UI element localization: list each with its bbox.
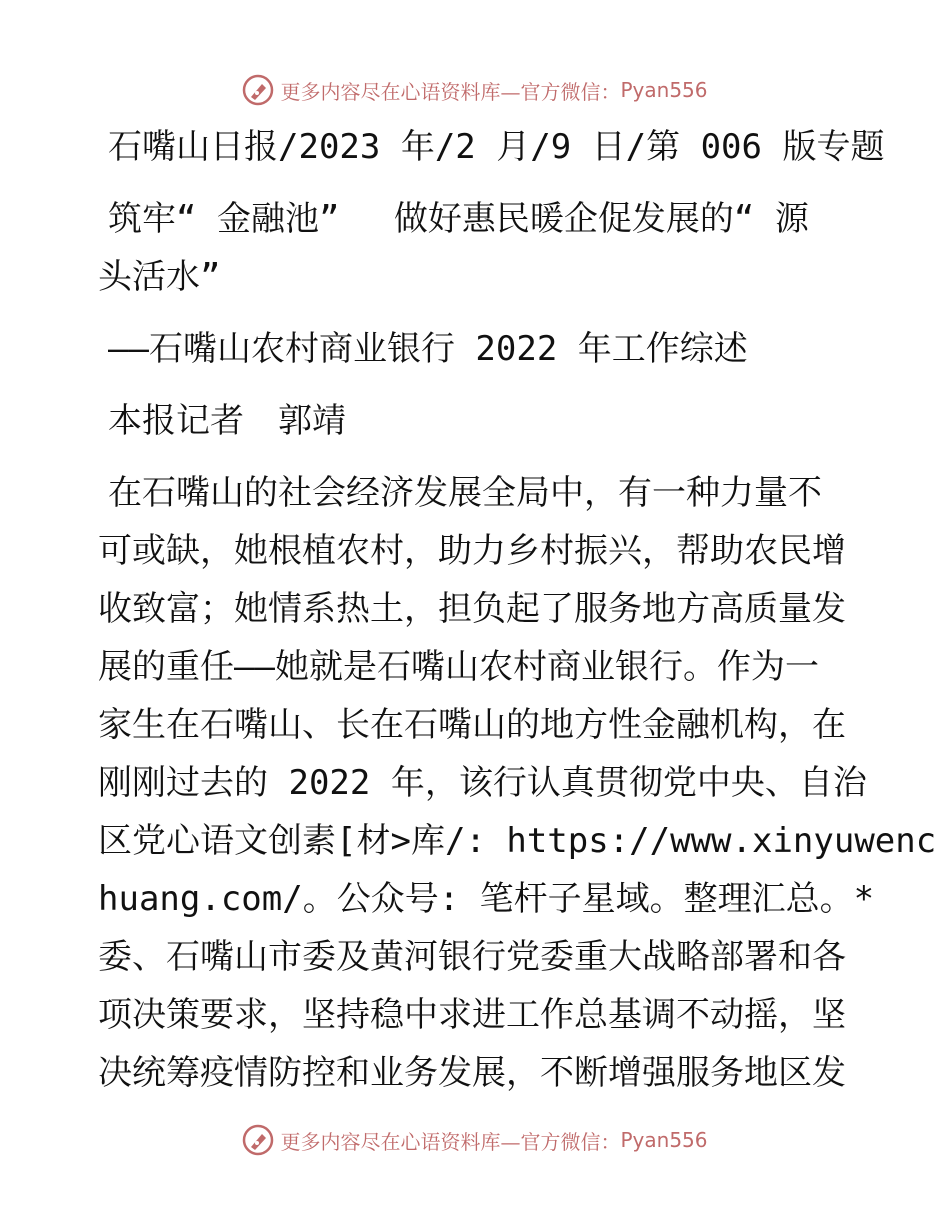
watermark-wechat-id: Pyan556 [620,78,708,102]
pen-nib-logo-icon [242,1124,274,1156]
watermark-text: 更多内容尽在心语资料库—官方微信： [280,79,621,104]
watermark-text: 更多内容尽在心语资料库—官方微信： [280,1129,621,1154]
body-line: 展的重任——她就是石嘴山农村商业银行。作为一 [98,647,819,687]
byline: 本报记者 郭靖 [108,401,346,441]
source-line: 石嘴山日报/2023 年/2 月/9 日/第 006 版专题 [108,127,885,167]
body-line: huang.com/。公众号: 笔杆子星域。整理汇总。* [98,879,875,919]
watermark-banner-bottom [0,1120,950,1160]
body-line: 刚刚过去的 2022 年，该行认真贯彻党中央、自治 [98,763,867,803]
body-line: 项决策要求，坚持稳中求进工作总基调不动摇，坚 [98,995,846,1035]
pen-nib-logo-icon [242,74,274,106]
body-line: 家生在石嘴山、长在石嘴山的地方性金融机构，在 [98,705,846,745]
title-line-1: 筑牢“ 金融池” 做好惠民暖企促发展的“ 源 [108,199,809,239]
article [98,118,937,1102]
body-line: 决统筹疫情防控和业务发展，不断增强服务地区发 [98,1053,846,1093]
body-line: 区党心语文创素[材>库/: https://www.xinyuwenc [98,821,937,861]
watermark-banner-top [0,70,950,110]
body-line: 在石嘴山的社会经济发展全局中，有一种力量不 [108,473,822,513]
body-line: 可或缺，她根植农村，助力乡村振兴，帮助农民增 [98,531,846,571]
body-line: 委、石嘴山市委及黄河银行党委重大战略部署和各 [98,937,846,977]
body-line: 收致富；她情系热土，担负起了服务地方高质量发 [98,589,846,629]
title-line-2: 头活水” [98,257,221,297]
watermark-wechat-id: Pyan556 [620,1128,708,1152]
subtitle: ——石嘴山农村商业银行 2022 年工作综述 [108,329,748,369]
